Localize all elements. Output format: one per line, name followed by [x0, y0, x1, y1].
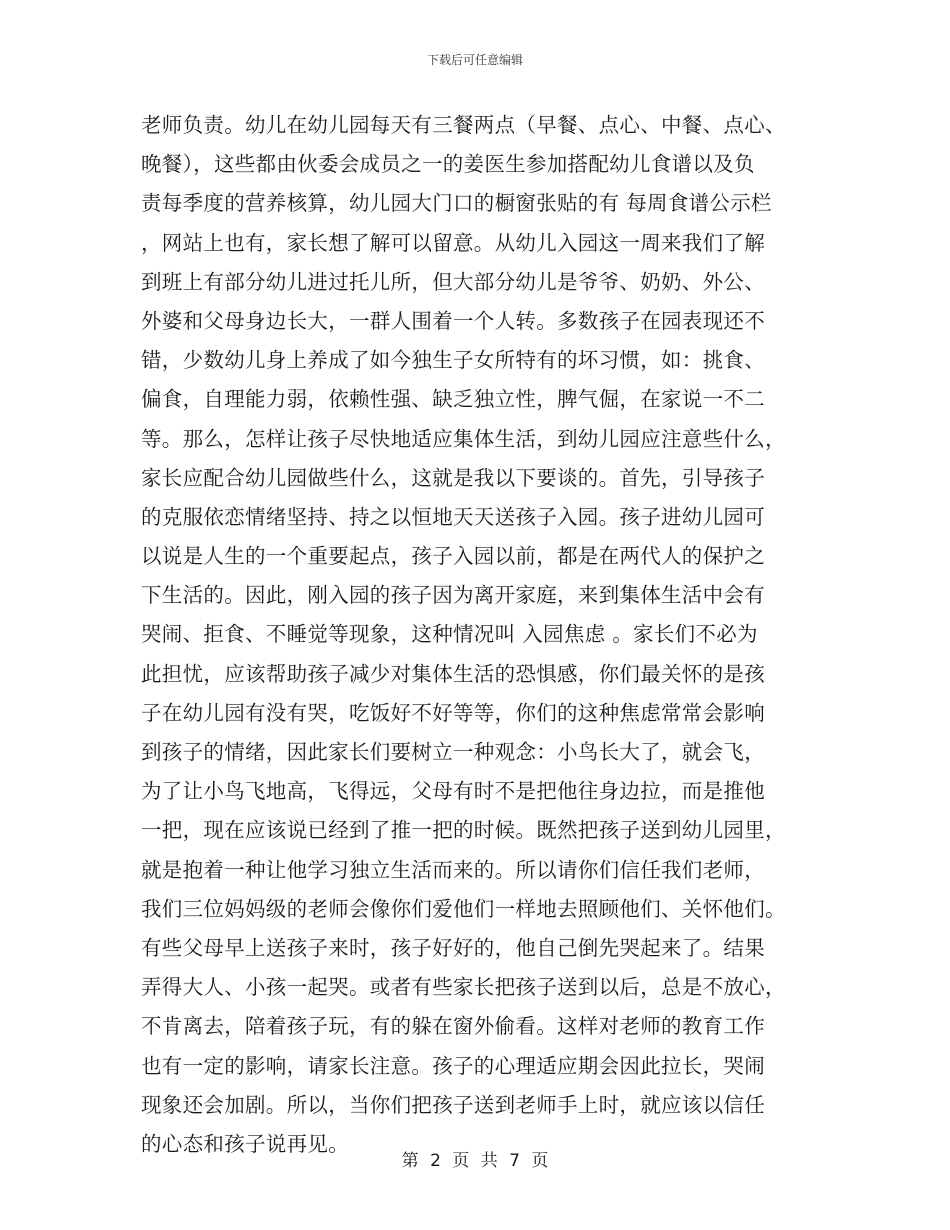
text-line: 弄得大人、小孩一起哭。或者有些家长把孩子送到以后，总是不放心，: [141, 975, 786, 1000]
text-line: 下生活的。因此，刚入园的孩子因为离开家庭，来到集体生活中会有: [141, 583, 765, 608]
text-line: 到班上有部分幼儿进过托儿所，但大部分幼儿是爷爷、奶奶、外公、: [141, 269, 765, 294]
text-line: 外婆和父母身边长大，一群人围着一个人转。多数孩子在园表现还不: [141, 308, 765, 333]
text-line: 有些父母早上送孩子来时，孩子好好的，他自己倒先哭起来了。结果: [141, 935, 765, 960]
text-line: 一把，现在应该说已经到了推一把的时候。既然把孩子送到幼儿园里，: [141, 818, 786, 843]
text-line: 现象还会加剧。所以，当你们把孩子送到老师手上时，就应该以信任: [141, 1092, 765, 1117]
text-line: 老师负责。幼儿在幼儿园每天有三餐两点（早餐、点心、中餐、点心、: [141, 113, 786, 137]
text-line: 晚餐），这些都由伙委会成员之一的姜医生参加搭配幼儿食谱以及负: [141, 152, 755, 177]
text-line: 就是抱着一种让他学习独立生活而来的。所以请你们信任我们老师，: [141, 857, 765, 882]
body-text: [141, 106, 831, 1164]
text-line: 错，少数幼儿身上养成了如今独生子女所特有的坏习惯，如：挑食、: [141, 348, 765, 373]
text-line: 偏食，自理能力弱，依赖性强、缺乏独立性，脾气倔，在家说一不二: [141, 387, 765, 412]
text-line: ，网站上也有，家长想了解可以留意。从幼儿入园这一周来我们了解: [141, 230, 765, 255]
text-line: 的心态和孩子说再见。: [141, 1131, 349, 1156]
text-line: 等。那么，怎样让孩子尽快地适应集体生活，到幼儿园应注意些什么，: [141, 426, 786, 451]
text-line: 我们三位妈妈级的老师会像你们爱他们一样地去照顾他们、关怀他们。: [141, 896, 786, 921]
text-line: 的克服依恋情绪坚持、持之以恒地天天送孩子入园。孩子进幼儿园可: [141, 504, 765, 529]
text-line: 子在幼儿园有没有哭，吃饭好不好等等，你们的这种焦虑常常会影响: [141, 700, 765, 725]
page-number: 第 2 页 共 7 页: [401, 1151, 549, 1171]
text-line: 到孩子的情绪，因此家长们要树立一种观念：小鸟长大了，就会飞，: [141, 740, 765, 764]
text-line: 此担忧，应该帮助孩子减少对集体生活的恐惧感，你们最关怀的是孩: [141, 661, 765, 686]
text-line: 责每季度的营养核算，幼儿园大门口的橱窗张贴的有 每周食谱公示栏: [141, 191, 772, 216]
text-line: 哭闹、拒食、不睡觉等现象，这种情况叫 入园焦虑 。家长们不必为: [141, 622, 758, 647]
text-line: 为了让小鸟飞地高，飞得远，父母有时不是把他往身边拉，而是推他: [141, 779, 765, 804]
text-line: 不肯离去，陪着孩子玩，有的躲在窗外偷看。这样对老师的教育工作: [141, 1014, 765, 1039]
text-line: 家长应配合幼儿园做些什么，这就是我以下要谈的。首先，引导孩子: [141, 465, 765, 490]
page-header-note: 下载后可任意编辑: [426, 53, 523, 67]
text-line: 也有一定的影响，请家长注意。孩子的心理适应期会因此拉长，哭闹: [141, 1053, 765, 1078]
text-line: 以说是人生的一个重要起点，孩子入园以前，都是在两代人的保护之: [141, 544, 765, 569]
